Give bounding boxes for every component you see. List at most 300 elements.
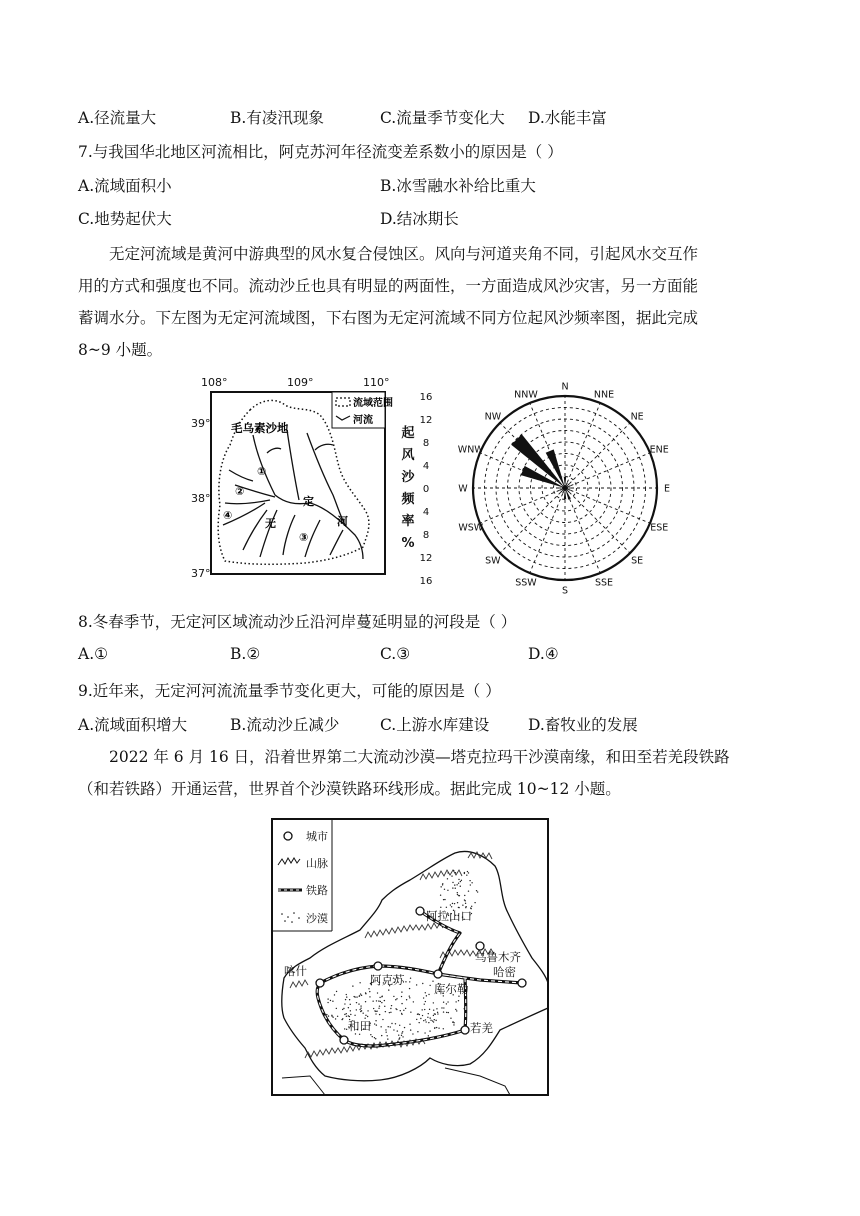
desert-dot xyxy=(468,872,469,873)
city-hami xyxy=(518,979,526,987)
city-aksu xyxy=(374,962,382,970)
desert-dot xyxy=(420,1018,421,1019)
desert-dot xyxy=(365,1015,366,1016)
desert-dot xyxy=(349,999,350,1000)
desert-dot xyxy=(440,907,441,908)
desert-dot xyxy=(395,1023,396,1024)
rose-axis-tick: 8 xyxy=(422,438,430,449)
desert-dot xyxy=(346,996,347,997)
desert-dot xyxy=(432,1020,433,1021)
desert-dot xyxy=(390,1012,391,1013)
desert-dot xyxy=(460,881,461,882)
rose-axis-tick: 16 xyxy=(419,392,433,403)
passage2-line-1: 2022 年 6 月 16 日，沿着世界第二大流动沙漠—塔克拉玛干沙漠南缘，和田至若羌段铁路 xyxy=(109,748,730,766)
desert-dot xyxy=(434,1019,435,1020)
desert-dot xyxy=(424,1009,425,1010)
desert-dot xyxy=(425,1019,426,1020)
desert-dot xyxy=(348,1007,349,1008)
desert-dot xyxy=(436,1008,437,1009)
desert-dot xyxy=(460,886,461,887)
rose-axis-tick: 4 xyxy=(422,507,430,518)
label-aksu: 阿克苏 xyxy=(370,973,405,987)
desert-dot xyxy=(446,1003,447,1004)
desert-dot xyxy=(452,882,453,883)
desert-dot xyxy=(434,1013,435,1014)
desert-dot xyxy=(428,994,429,995)
desert-dot xyxy=(476,890,477,891)
city-korla xyxy=(434,970,442,978)
q6-option-c: C.流量季节变化大 xyxy=(380,109,505,127)
desert-dot xyxy=(367,1016,368,1017)
desert-dot xyxy=(425,992,426,993)
desert-dot xyxy=(417,1031,418,1032)
desert-dot xyxy=(390,1026,391,1027)
marker-4: ④ xyxy=(223,509,233,522)
desert-dot xyxy=(375,1038,376,1039)
desert-dot xyxy=(454,884,455,885)
desert-dot xyxy=(402,1036,403,1037)
desert-dot xyxy=(381,1035,382,1036)
desert-dot xyxy=(370,1034,371,1035)
desert-dot xyxy=(362,1012,363,1013)
desert-dot xyxy=(438,1027,439,1028)
desert-dot xyxy=(455,1001,456,1002)
desert-dot xyxy=(433,1021,434,1022)
desert-dot xyxy=(424,1003,425,1004)
desert-dot xyxy=(444,889,445,890)
legend-city: 城市 xyxy=(306,830,328,843)
desert-dot xyxy=(341,1019,342,1020)
desert-dot xyxy=(401,1035,402,1036)
legend-railway: 铁路 xyxy=(306,884,328,897)
rose-axis-tick: 8 xyxy=(422,530,430,541)
rose-dir-wnw: WNW xyxy=(457,444,484,456)
desert-dot xyxy=(468,890,469,891)
desert-dot xyxy=(379,997,380,998)
desert-dot xyxy=(401,991,402,992)
desert-dot xyxy=(429,1017,430,1018)
desert-dot xyxy=(375,1020,376,1021)
rose-dir-sse: SSE xyxy=(594,577,614,589)
label-urumqi: 乌鲁木齐 xyxy=(475,950,521,964)
label-alashankou: 阿拉山口 xyxy=(426,909,472,923)
rose-dir-nnw: NNW xyxy=(514,389,538,401)
rose-axis-tick: 12 xyxy=(419,553,433,564)
desert-dot xyxy=(433,1002,434,1003)
lon-108: 108° xyxy=(201,376,228,389)
desert-dot xyxy=(330,1000,331,1001)
desert-dot xyxy=(346,1013,347,1014)
desert-dot xyxy=(417,1013,418,1014)
rose-axis-tick: 0 xyxy=(422,484,430,495)
desert-dot xyxy=(464,899,465,900)
rose-dir-e: E xyxy=(663,483,671,495)
desert-dot xyxy=(345,999,346,1000)
desert-dot xyxy=(452,1021,453,1022)
desert-dot xyxy=(428,1013,429,1014)
desert-dot xyxy=(447,878,448,879)
q7-stem: 7.与我国华北地区河流相比，阿克苏河年径流变差系数小的原因是（ ） xyxy=(78,143,563,161)
desert-dot xyxy=(344,1014,345,1015)
desert-dot xyxy=(425,1001,426,1002)
xinjiang-railway-map xyxy=(270,818,552,1100)
rose-dir-s: S xyxy=(561,585,569,597)
q9-option-a: A.流域面积增大 xyxy=(78,716,188,734)
q8-stem: 8.冬春季节，无定河区域流动沙丘沿河岸蔓延明显的河段是（ ） xyxy=(78,613,517,631)
rose-dir-ene: ENE xyxy=(649,444,669,456)
desert-dot xyxy=(377,992,378,993)
city-ruoqiang xyxy=(461,1026,469,1034)
desert-dot xyxy=(376,1024,377,1025)
marker-2: ② xyxy=(235,485,245,498)
desert-dot xyxy=(393,1029,394,1030)
q6-option-d: D.水能丰富 xyxy=(528,109,607,127)
desert-dot xyxy=(452,903,453,904)
desert-dot xyxy=(466,874,467,875)
desert-dot xyxy=(457,892,458,893)
desert-dot xyxy=(378,1000,379,1001)
legend-desert: 沙漠 xyxy=(306,912,328,925)
desert-dot xyxy=(342,1009,343,1010)
desert-dot xyxy=(409,981,410,982)
label-mu-us-sandland: 毛乌素沙地 xyxy=(231,421,289,435)
desert-dot xyxy=(346,1016,347,1017)
desert-dot xyxy=(380,1001,381,1002)
desert-dot xyxy=(447,872,448,873)
desert-dot xyxy=(469,880,470,881)
rose-dir-w: W xyxy=(458,483,468,495)
lat-38: 38° xyxy=(191,492,211,505)
rose-dir-ne: NE xyxy=(630,411,644,423)
desert-dot xyxy=(474,902,475,903)
desert-dot xyxy=(360,1011,361,1012)
desert-dot xyxy=(374,1037,375,1038)
desert-dot xyxy=(402,1031,403,1032)
desert-dot xyxy=(332,1001,333,1002)
desert-dot xyxy=(405,981,406,982)
q9-stem: 9.近年来，无定河河流流量季节变化更大，可能的原因是（ ） xyxy=(78,682,501,700)
desert-dot xyxy=(360,1005,361,1006)
desert-dot xyxy=(424,1032,425,1033)
desert-dot xyxy=(443,1028,444,1029)
rose-dir-se: SE xyxy=(631,555,644,567)
desert-dot xyxy=(442,884,443,885)
desert-dot xyxy=(459,895,460,896)
desert-dot xyxy=(465,903,466,904)
desert-dot xyxy=(382,996,383,997)
desert-dot xyxy=(327,1002,328,1003)
desert-dot xyxy=(352,985,353,986)
desert-dot xyxy=(393,996,394,997)
desert-dot xyxy=(447,890,448,891)
rose-axis-label-char: 沙 xyxy=(401,470,415,485)
desert-dot xyxy=(458,1000,459,1001)
desert-dot xyxy=(413,1001,414,1002)
desert-dot xyxy=(388,989,389,990)
desert-dot xyxy=(405,1008,406,1009)
desert-dot xyxy=(416,1019,417,1020)
passage2-line-2: （和若铁路）开通运营，世界首个沙漠铁路环线形成。据此完成 10~12 小题。 xyxy=(78,780,621,798)
q9-option-d: D.畜牧业的发展 xyxy=(528,716,638,734)
rose-axis-label-char: % xyxy=(401,536,415,551)
desert-dot xyxy=(356,996,357,997)
desert-dot xyxy=(429,1009,430,1010)
desert-dot xyxy=(452,887,453,888)
legend-city-icon xyxy=(284,832,292,840)
wuding-river-map xyxy=(191,375,395,585)
desert-dot xyxy=(401,996,402,997)
desert-dot xyxy=(412,1033,413,1034)
desert-dot xyxy=(368,988,369,989)
desert-dot xyxy=(334,994,335,995)
desert-dot xyxy=(400,1010,401,1011)
desert-dot xyxy=(375,1013,376,1014)
desert-dot xyxy=(458,879,459,880)
desert-dot xyxy=(435,1020,436,1021)
desert-dot xyxy=(470,884,471,885)
q6-option-b: B.有凌汛现象 xyxy=(230,109,324,127)
desert-dot xyxy=(337,1016,338,1017)
desert-dot xyxy=(436,1027,437,1028)
desert-dot xyxy=(464,895,465,896)
desert-dot xyxy=(387,1038,388,1039)
q7-option-d: D.结冰期长 xyxy=(380,210,459,228)
desert-dot xyxy=(428,1035,429,1036)
passage1-line-4: 8~9 小题。 xyxy=(78,341,163,359)
rose-axis-label-char: 风 xyxy=(401,448,415,463)
desert-dot xyxy=(446,1012,447,1013)
label-hami: 哈密 xyxy=(493,965,516,979)
desert-dot xyxy=(369,991,370,992)
desert-dot xyxy=(467,871,468,872)
desert-dot xyxy=(429,1030,430,1031)
desert-dot xyxy=(409,988,410,989)
river-char-ding: 定 xyxy=(303,495,314,508)
q8-option-a: A.① xyxy=(78,645,109,663)
desert-dot xyxy=(379,1014,380,1015)
desert-dot xyxy=(359,1034,360,1035)
rose-dir-wsw: WSW xyxy=(458,522,484,534)
desert-dot xyxy=(346,994,347,995)
desert-dot xyxy=(360,1007,361,1008)
rose-axis-tick: 16 xyxy=(419,576,433,587)
rose-dir-nw: NW xyxy=(484,411,502,423)
rose-dir-ese: ESE xyxy=(650,522,669,534)
desert-dot xyxy=(406,999,407,1000)
lat-39: 39° xyxy=(191,417,211,430)
desert-dot xyxy=(455,872,456,873)
label-hotan: 和田 xyxy=(348,1019,371,1033)
desert-dot xyxy=(376,1011,377,1012)
desert-dot xyxy=(380,1026,381,1027)
desert-dot xyxy=(471,882,472,883)
rose-axis-label-char: 频 xyxy=(401,492,415,507)
desert-dot xyxy=(421,1009,422,1010)
desert-dot xyxy=(385,1029,386,1030)
desert-dot xyxy=(437,1013,438,1014)
q9-option-c: C.上游水库建设 xyxy=(380,716,490,734)
desert-dot xyxy=(379,1005,380,1006)
desert-dot xyxy=(440,886,441,887)
desert-dot xyxy=(390,1008,391,1009)
q8-option-c: C.③ xyxy=(380,645,411,663)
desert-dot xyxy=(430,1020,431,1021)
desert-dot xyxy=(401,1013,402,1014)
desert-dot xyxy=(410,1029,411,1030)
lon-110: 110° xyxy=(363,376,390,389)
desert-dot xyxy=(356,1002,357,1003)
desert-dot xyxy=(444,899,445,900)
desert-dot xyxy=(454,903,455,904)
desert-dot xyxy=(443,1011,444,1012)
desert-dot xyxy=(396,1009,397,1010)
desert-dot xyxy=(398,1038,399,1039)
desert-dot xyxy=(344,1003,345,1004)
rose-dir-ssw: SSW xyxy=(515,577,537,589)
desert-dot xyxy=(423,997,424,998)
desert-dot xyxy=(404,1027,405,1028)
desert-dot xyxy=(409,997,410,998)
desert-dot xyxy=(446,907,447,908)
desert-dot xyxy=(331,1015,332,1016)
desert-dot xyxy=(462,905,463,906)
desert-dot xyxy=(398,1034,399,1035)
desert-dot xyxy=(327,998,328,999)
desert-dot xyxy=(359,982,360,983)
desert-dot xyxy=(374,1023,375,1024)
desert-dot xyxy=(401,1003,402,1004)
desert-dot xyxy=(343,1008,344,1009)
desert-dot xyxy=(359,996,360,997)
desert-dot xyxy=(450,1018,451,1019)
desert-dot xyxy=(465,906,466,907)
desert-dot xyxy=(422,983,423,984)
desert-dot xyxy=(422,1015,423,1016)
desert-dot xyxy=(458,907,459,908)
river-char-wu: 无 xyxy=(265,517,276,530)
desert-dot xyxy=(369,996,370,997)
desert-dot xyxy=(355,1033,356,1034)
desert-dot xyxy=(359,1009,360,1010)
lat-37: 37° xyxy=(191,567,211,580)
desert-dot xyxy=(356,1009,357,1010)
desert-dot xyxy=(453,870,454,871)
desert-dot xyxy=(326,1014,327,1015)
desert-dot xyxy=(410,978,411,979)
desert-dot xyxy=(332,1017,333,1018)
rose-axis-tick: 4 xyxy=(422,461,430,472)
desert-dot xyxy=(451,875,452,876)
legend-basin: 流域范围 xyxy=(353,398,393,409)
city-hotan xyxy=(340,1036,348,1044)
legend-river: 河流 xyxy=(353,415,373,426)
desert-dot xyxy=(471,906,472,907)
desert-dot xyxy=(350,1014,351,1015)
desert-dot xyxy=(384,1006,385,1007)
marker-1: ① xyxy=(257,465,267,478)
desert-dot xyxy=(440,895,441,896)
passage1-line-2: 用的方式和强度也不同。流动沙丘也具有明显的两面性，一方面造成风沙灾害，另一方面能 xyxy=(78,277,699,295)
q9-option-b: B.流动沙丘减少 xyxy=(230,716,340,734)
desert-dot xyxy=(367,1010,368,1011)
desert-dot xyxy=(401,1032,402,1033)
desert-dot xyxy=(453,1024,454,1025)
city-urumqi xyxy=(476,942,484,950)
desert-dot xyxy=(399,1025,400,1026)
desert-dot xyxy=(451,906,452,907)
desert-dot xyxy=(441,1007,442,1008)
desert-dot xyxy=(396,998,397,999)
desert-dot xyxy=(428,1022,429,1023)
desert-dot xyxy=(443,899,444,900)
desert-dot xyxy=(391,1005,392,1006)
desert-dot xyxy=(433,1015,434,1016)
desert-dot xyxy=(410,1011,411,1012)
desert-dot xyxy=(350,1010,351,1011)
desert-dot xyxy=(397,1030,398,1031)
desert-dot xyxy=(378,1008,379,1009)
rose-axis-label-char: 起 xyxy=(401,426,415,441)
rose-axis-label-char: 率 xyxy=(401,514,415,529)
desert-dot xyxy=(426,995,427,996)
desert-dot xyxy=(385,1031,386,1032)
desert-dot xyxy=(409,1024,410,1025)
desert-dot xyxy=(429,985,430,986)
desert-dot xyxy=(443,1007,444,1008)
desert-dot xyxy=(360,993,361,994)
desert-dot xyxy=(464,872,465,873)
desert-dot xyxy=(425,1021,426,1022)
desert-dot xyxy=(437,1012,438,1013)
desert-dot xyxy=(391,1023,392,1024)
desert-dot xyxy=(457,894,458,895)
desert-dot xyxy=(423,1020,424,1021)
desert-dot xyxy=(372,1036,373,1037)
q7-option-a: A.流域面积小 xyxy=(78,177,172,195)
desert-dot xyxy=(456,1010,457,1011)
desert-dot xyxy=(416,984,417,985)
rose-dir-nne: NNE xyxy=(593,389,615,401)
desert-dot xyxy=(353,996,354,997)
desert-dot xyxy=(376,1000,377,1001)
desert-dot xyxy=(447,1001,448,1002)
city-kashgar xyxy=(316,979,324,987)
city-alashankou xyxy=(416,907,424,915)
desert-dot xyxy=(373,1008,374,1009)
desert-dot xyxy=(381,1002,382,1003)
desert-dot xyxy=(344,1028,345,1029)
desert-dot xyxy=(349,1016,350,1017)
desert-dot xyxy=(403,1010,404,1011)
desert-dot xyxy=(450,904,451,905)
q7-option-c: C.地势起伏大 xyxy=(78,210,172,228)
passage1-line-1: 无定河流域是黄河中游典型的风水复合侵蚀区。风向与河道夹角不同，引起风水交互作 xyxy=(109,245,699,263)
desert-dot xyxy=(336,991,337,992)
desert-dot xyxy=(461,880,462,881)
desert-dot xyxy=(433,1009,434,1010)
desert-dot xyxy=(458,883,459,884)
marker-3: ③ xyxy=(299,531,309,544)
label-kashgar: 喀什 xyxy=(284,964,307,978)
desert-dot xyxy=(336,1008,337,1009)
desert-dot xyxy=(418,1022,419,1023)
legend-mountain: 山脉 xyxy=(306,857,328,870)
desert-dot xyxy=(385,1011,386,1012)
river-char-he: 河 xyxy=(337,515,348,528)
desert-dot xyxy=(457,902,458,903)
rose-axis-tick: 12 xyxy=(419,415,433,426)
wind-sand-frequency-rose xyxy=(400,375,700,597)
